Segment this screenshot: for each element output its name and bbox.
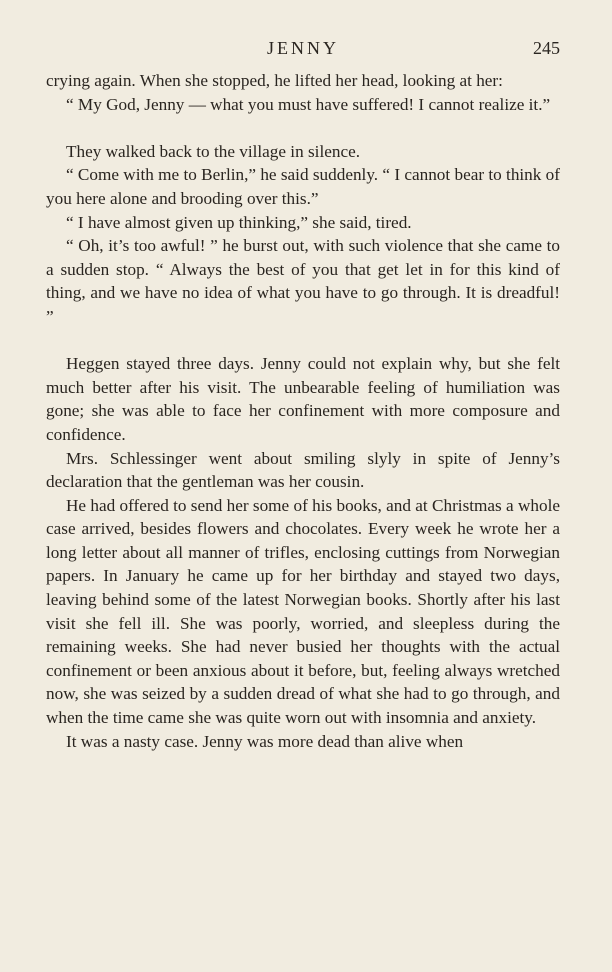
paragraph: Heggen stayed three days. Jenny could not explain why, but she felt much better after his visit. The unbearable feeling of humiliation was gone; she was able to face her confinement with more composure and confidence.: [46, 354, 560, 444]
page-header: [46, 38, 560, 62]
running-title: JENNY: [267, 38, 339, 58]
paragraph: They walked back to the village in silence.: [66, 141, 360, 161]
paragraph: It was a nasty case. Jenny was more dead than alive when: [66, 731, 464, 751]
paragraph: “ I have almost given up thinking,” she said, tired.: [66, 212, 412, 232]
paragraph: crying again. When she stopped, he lifted her head, looking at her:: [46, 71, 503, 90]
paragraph: “ Oh, it’s too awful! ” he burst out, with such violence that she came to a sudden stop. “ Always the best of you that get let in for this kind of thing, and we have no idea of what you have to go through. It is dreadful! ”: [46, 236, 560, 326]
paragraph: “ My God, Jenny — what you must have suffered! I cannot realize it.”: [66, 94, 551, 114]
paragraph: He had offered to send her some of his books, and at Christmas a whole case arrived, besides flowers and chocolates. Every week he wrote her a long letter about all manner of trifles, enclosing cuttings from Norwegian papers. In January he came up for her birthday and stayed two days, leaving behind some of the latest Norwegian books. Shortly after his last visit she fell ill. She was poorly, worried, and sleepless during the remaining weeks. She had never busied her thoughts with the actual confinement or been anxious about it before, but, feeling always wretched now, she was seized by a sudden dread of what she had to go through, and when the time came she was quite worn out with insomnia and anxiety.: [46, 495, 560, 728]
body-text: [46, 69, 560, 753]
paragraph: Mrs. Schlessinger went about smiling slyly in spite of Jenny’s declaration that the gentleman was her cousin.: [46, 448, 560, 492]
page-number: 245: [533, 38, 560, 58]
paragraph: “ Come with me to Berlin,” he said suddenly. “ I cannot bear to think of you here alone and brooding over this.”: [46, 165, 560, 208]
